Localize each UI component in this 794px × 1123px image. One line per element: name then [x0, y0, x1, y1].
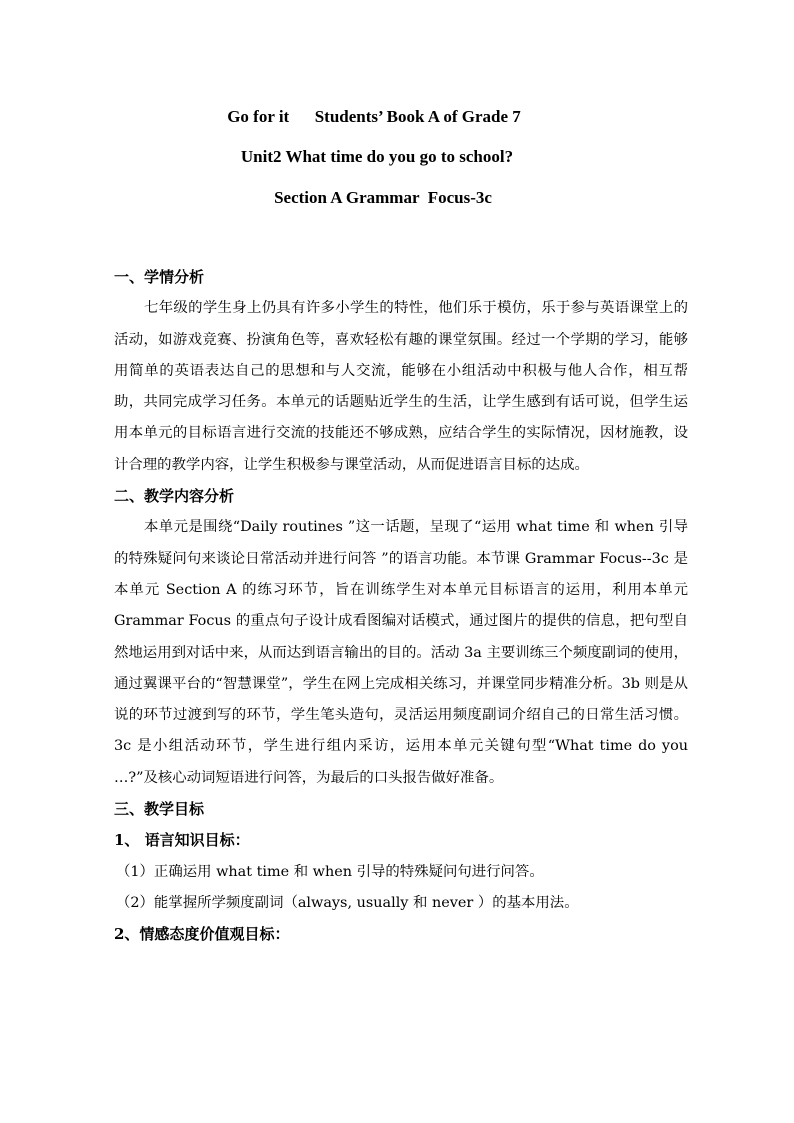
- document-body: [114, 262, 688, 951]
- book-title: Go for it Students’ Book A of Grade 7: [227, 107, 521, 126]
- section-heading-content-analysis: 二、教学内容分析: [114, 487, 235, 506]
- student-analysis-paragraph: 七年级的学生身上仍具有许多小学生的特性，他们乐于模仿，乐于参与英语课堂上的活动，如游戏竞赛、扮演角色等，喜欢轻松有趣的课堂氛围。经过一个学期的学习，能够用简单的英语表达自己的思想和与人交流，能够在小组活动中积极与他人合作，相互帮助，共同完成学习任务。本单元的话题贴近学生的生活，让学生感到有话可说，但学生运用本单元的目标语言进行交流的技能还不够成熟，应结合学生的实际情况，因材施教，设计合理的教学内容，让学生积极参与课堂活动，从而促进语言目标的达成。: [114, 300, 688, 473]
- goal-emotional-attitude: 2、情感态度价值观目标：: [114, 925, 290, 944]
- section-heading-student-analysis: 一、学情分析: [114, 268, 205, 286]
- goal-language-knowledge: 1、 语言知识目标：: [114, 831, 250, 850]
- goal-item-1: （1）正确运用 what time 和 when 引导的特殊疑问句进行问答。: [116, 863, 544, 880]
- content-analysis-paragraph: 本单元是围绕“Daily routines ”这一话题，呈现了“运用 what time 和 when 引导的特殊疑问句来谈论日常活动并进行问答 ”的语言功能。本节课 Grammar Focus--3c 是本单元 Section A 的练习环节，旨在训练学生对本单元目标语言的运用，利用本单元 Grammar Focus 的重点句子设计成看图编对话模式，通过图片的提供的信息，把句型自然地运用到对话中来，从而达到语言输出的目的。活动 3a 主要训练三个频度副词的使用，通过翼课平台的“智慧课堂”，学生在网上完成相关练习，并课堂同步精准分析。3b 则是从说的环节过渡到写的环节，学生笔头造句，灵活运用频度副词介绍自己的日常生活习惯。3c 是小组活动环节，学生进行组内采访，运用本单元关键句型“What time do you …?”及核心动词短语进行问答，为最后的口头报告做好准备。: [114, 519, 688, 786]
- unit-title: Unit2 What time do you go to school?: [240, 147, 514, 166]
- goal-item-2: （2）能掌握所学频度副词（always, usually 和 never ）的基本用法。: [116, 894, 579, 911]
- section-heading-teaching-goals: 三、教学目标: [114, 800, 205, 819]
- section-title: Section A Grammar Focus-3c: [274, 188, 492, 207]
